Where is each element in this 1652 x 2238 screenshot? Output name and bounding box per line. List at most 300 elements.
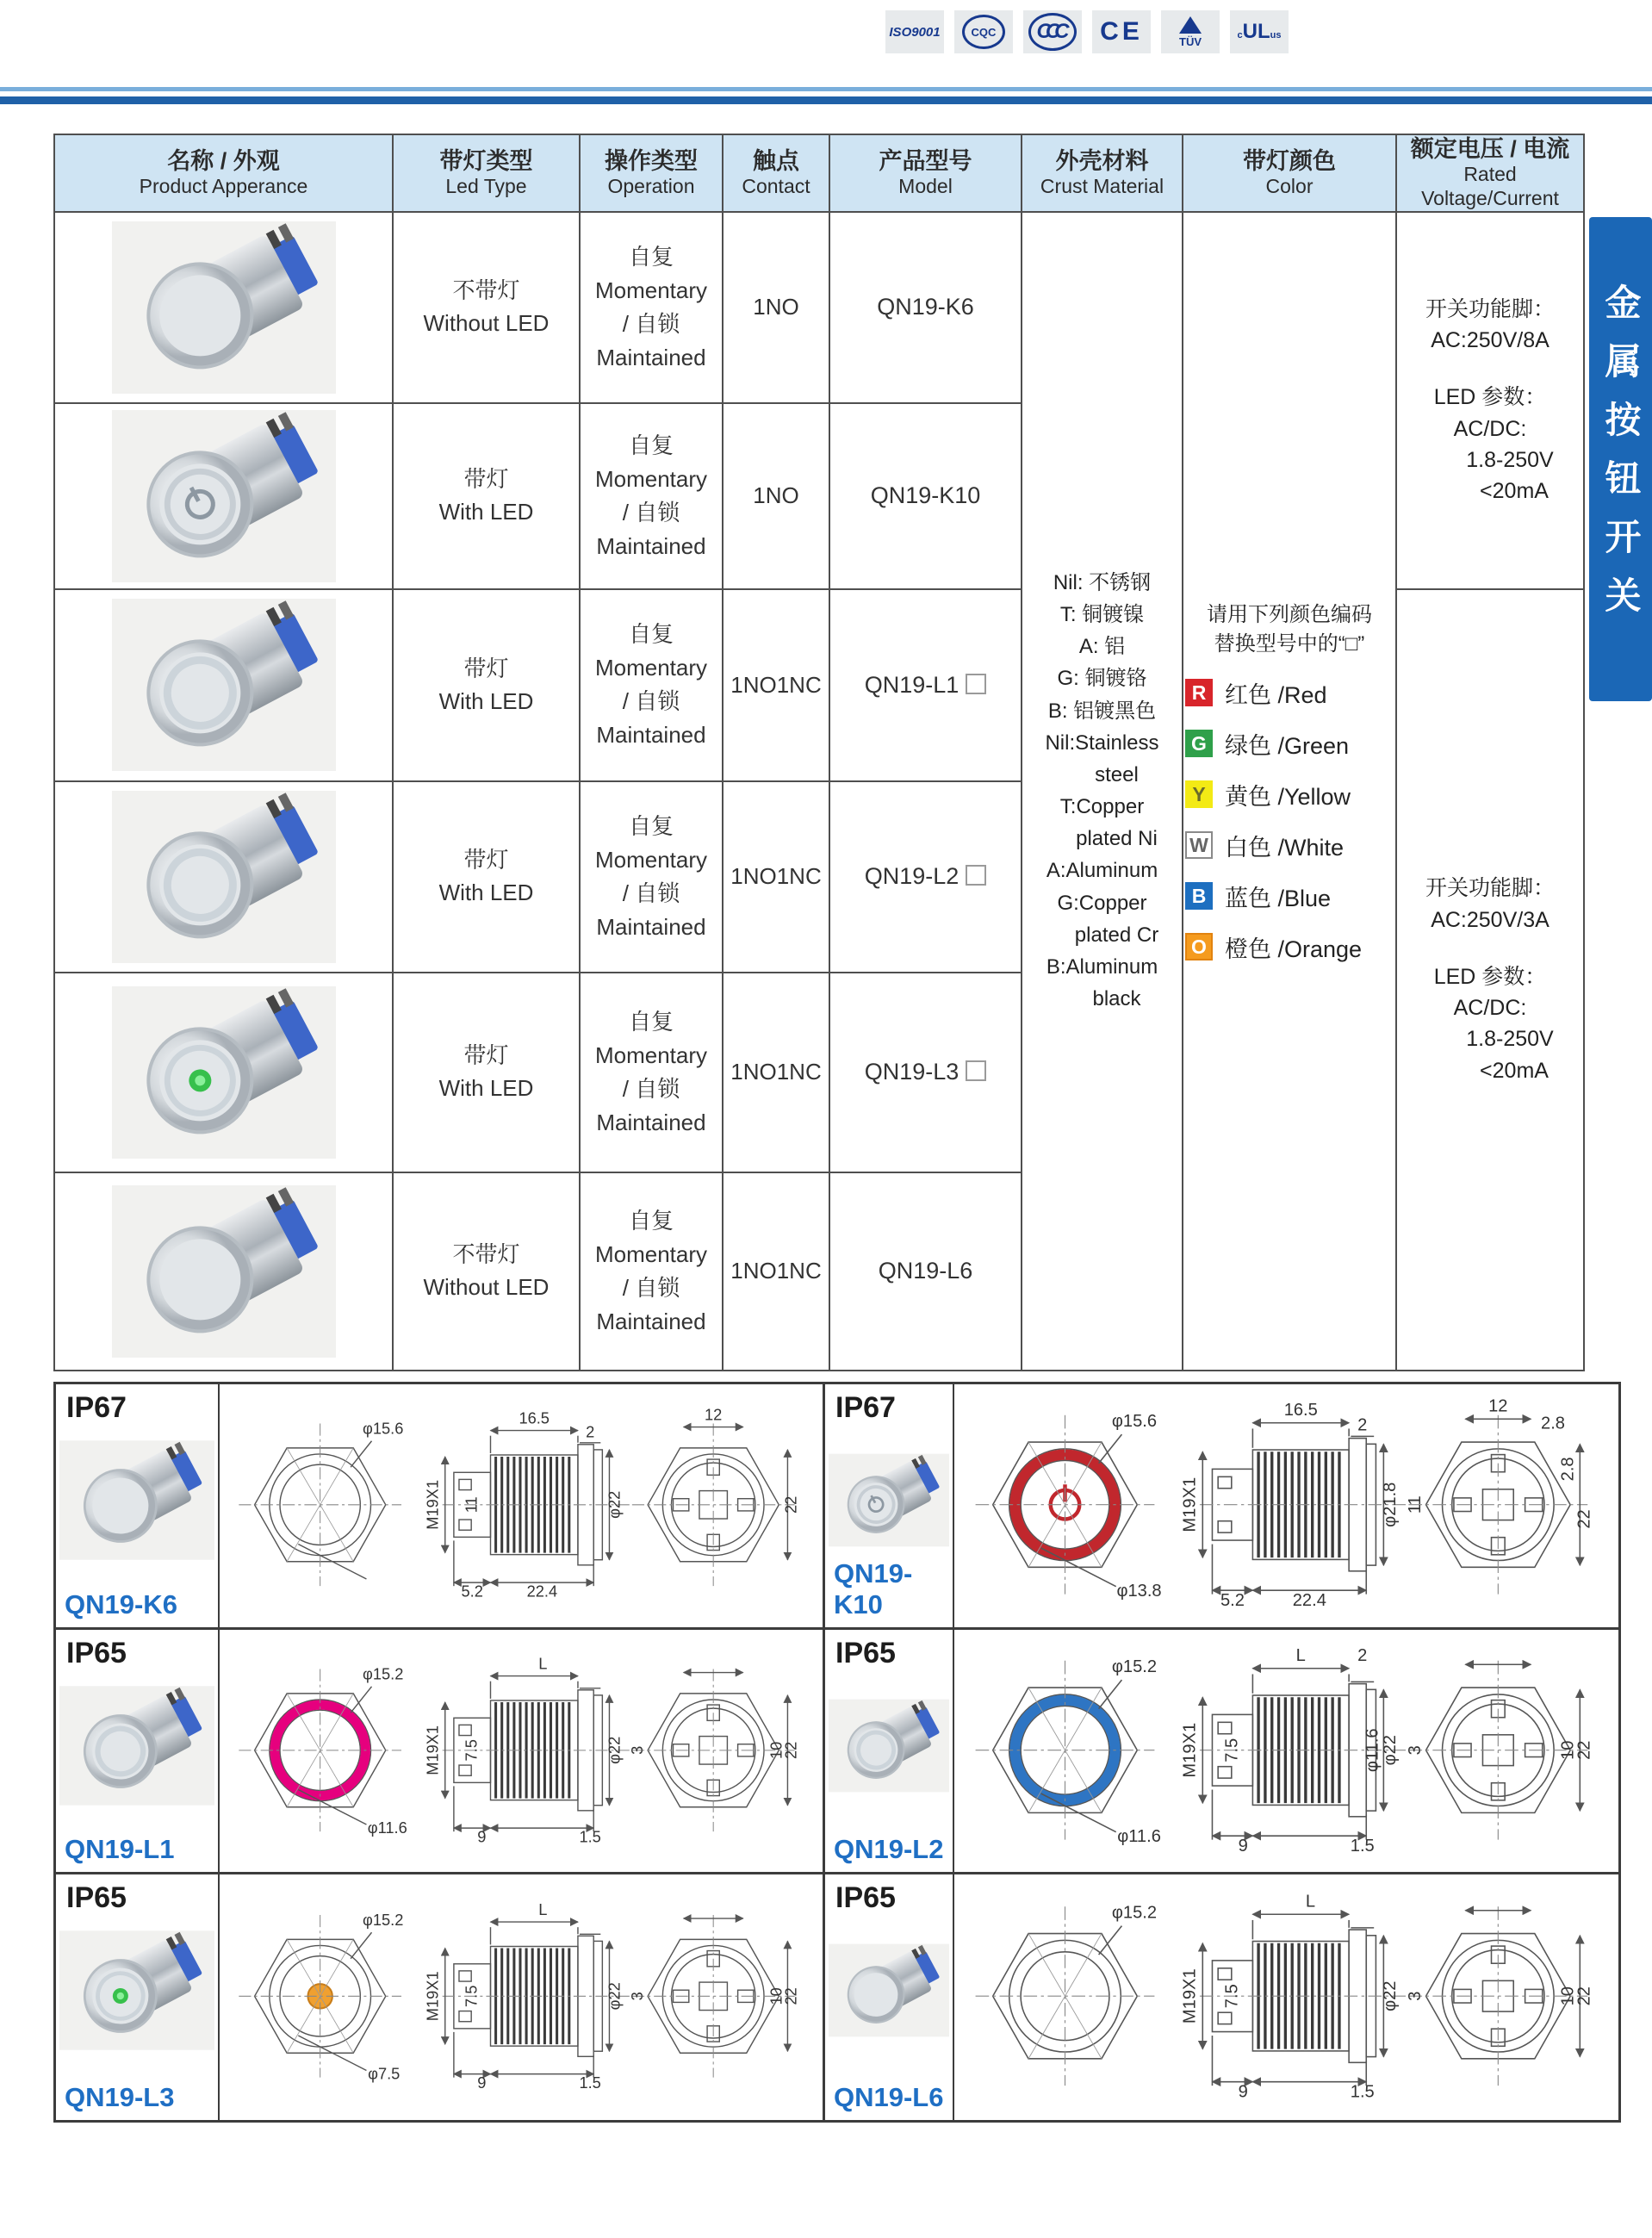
color-swatch-B: B	[1185, 882, 1213, 910]
panel-product-photo	[59, 1429, 214, 1576]
dimension-label: φ22	[605, 1736, 624, 1764]
color-legend-label: 橙色 /Orange	[1225, 936, 1363, 962]
model-cell	[829, 589, 1022, 781]
operation-cell	[580, 1172, 723, 1371]
ip-rating-label: IP65	[66, 1636, 127, 1669]
crust-material-line: A:Aluminum	[1046, 859, 1158, 883]
color-legend	[1183, 676, 1395, 964]
operation-line: / 自锁	[622, 310, 680, 337]
model-number: QN19-K10	[870, 482, 981, 509]
product-photo	[55, 791, 392, 963]
cert-cqc-icon	[954, 10, 1013, 53]
crust-material-line: G:Copper	[1057, 891, 1147, 915]
led-type-en: Without LED	[423, 310, 550, 337]
dimension-label: φ15.2	[363, 1911, 404, 1930]
rated-line: AC/DC:	[1453, 996, 1527, 1021]
dimension-label: φ22	[605, 1982, 624, 2011]
column-header-6	[1183, 134, 1396, 212]
dimension-label: 3	[1405, 1991, 1425, 2002]
contact-cell: 1NO1NC	[723, 589, 829, 781]
category-tab-metal-pushbutton-switch	[1589, 217, 1652, 701]
dimension-label: φ22	[1380, 1980, 1400, 2012]
drawing-panel-info	[56, 1630, 220, 1873]
table-row	[54, 212, 1584, 403]
dimension-label: 3	[628, 1992, 647, 2001]
crust-material-line: steel	[1095, 762, 1139, 786]
dimension-label: L	[1305, 1892, 1316, 1912]
certification-strip	[885, 10, 1289, 53]
operation-line: 自复	[628, 1008, 674, 1035]
ip-rating-label: IP67	[835, 1391, 896, 1424]
color-swatch-O: O	[1185, 933, 1213, 960]
color-swatch-R: R	[1185, 679, 1213, 706]
color-swatch-Y: Y	[1185, 780, 1213, 808]
led-type-en: Without LED	[423, 1274, 550, 1301]
product-photo	[55, 410, 392, 582]
operation-line: Momentary	[594, 1041, 708, 1068]
crust-material-line: T:Copper	[1059, 795, 1145, 819]
rated-line: 开关功能脚：	[1425, 876, 1555, 901]
color-swatch-G: G	[1185, 730, 1213, 757]
dimension-label: 12	[705, 1405, 723, 1424]
panel-model-label: QN19-L6	[834, 2081, 944, 2112]
operation-cell	[580, 781, 723, 973]
color-legend-label: 蓝色 /Blue	[1225, 885, 1332, 911]
led-type-cell	[393, 403, 580, 589]
color-legend-item	[1185, 930, 1395, 964]
operation-line: Maintained	[596, 1109, 706, 1135]
column-header-en: Model	[898, 175, 953, 198]
operation-line: 自复	[628, 621, 674, 648]
product-photo-cell	[54, 212, 393, 403]
model-number: QN19-K6	[877, 294, 974, 320]
operation-line: Momentary	[594, 465, 708, 492]
operation-line: Momentary	[594, 655, 708, 681]
color-legend-item	[1185, 778, 1395, 811]
operation-cell	[580, 973, 723, 1172]
panel-model-label: QN19-K10	[834, 1557, 913, 1619]
operation-line: / 自锁	[622, 1075, 680, 1102]
drawing-panel-qn19-k10	[825, 1384, 1618, 1630]
color-note-line-1: 请用下列颜色编码	[1207, 603, 1372, 627]
technical-drawing-area	[220, 1630, 823, 1873]
crust-material-line: A: 铝	[1078, 635, 1126, 659]
led-type-cell	[393, 1172, 580, 1371]
dimension-label: 22	[781, 1987, 800, 2005]
separator-line-dark	[0, 96, 1652, 104]
panel-product-photo	[829, 1429, 949, 1576]
column-header-en: Led Type	[445, 175, 527, 198]
column-header-0	[54, 134, 393, 212]
drawing-panel-qn19-l6	[825, 1874, 1618, 2120]
dimension-label: φ13.8	[1116, 1581, 1162, 1601]
category-tab-label: 金属按钮开关	[1600, 283, 1642, 635]
spec-table	[53, 134, 1585, 1371]
dimension-label: 22	[1574, 1986, 1594, 2006]
column-header-en: Contact	[742, 175, 810, 198]
dimension-label: 22.4	[1292, 1591, 1326, 1611]
drawing-panel-qn19-l1	[56, 1630, 825, 1875]
product-photo-cell	[54, 589, 393, 781]
model-cell	[829, 973, 1022, 1172]
cert-label: CCC	[1028, 13, 1077, 51]
color-legend-label: 白色 /White	[1225, 834, 1345, 861]
product-photo	[55, 221, 392, 394]
led-type-cell	[393, 212, 580, 403]
column-header-1	[393, 134, 580, 212]
product-photo-plain	[103, 221, 345, 394]
rated-line: <20mA	[1480, 479, 1549, 504]
model-color-placeholder-box	[966, 865, 986, 886]
operation-cell	[580, 589, 723, 781]
dimension-label: 11	[462, 1496, 481, 1514]
operation-line: Maintained	[596, 1308, 706, 1334]
dimension-label: 7.5	[1222, 1984, 1242, 2009]
technical-drawing-area	[954, 1874, 1618, 2120]
model-cell	[829, 781, 1022, 973]
column-header-en: Color	[1265, 175, 1314, 198]
panel-model-label: QN19-L1	[65, 1834, 175, 1865]
dimension-label: 22	[781, 1495, 800, 1514]
operation-line: / 自锁	[622, 880, 680, 906]
dimension-label: 9	[1238, 2082, 1248, 2102]
dimension-label: 11	[1405, 1495, 1425, 1514]
rated-voltage-cell-bottom	[1396, 589, 1584, 1371]
model-number: QN19-L3	[864, 1059, 960, 1085]
dimension-label: 22.4	[526, 1582, 558, 1601]
drawing-panel-info	[825, 1874, 954, 2120]
crust-material-line: B: 铝镀黑色	[1047, 699, 1157, 723]
drawing-panel-info	[56, 1384, 220, 1627]
ip-rating-label: IP65	[835, 1881, 896, 1915]
color-legend-item	[1185, 727, 1395, 761]
led-type-zh: 不带灯	[452, 277, 520, 304]
rated-line: LED 参数：	[1433, 964, 1547, 989]
drawing-panel-qn19-l3	[56, 1874, 825, 2120]
operation-line: 自复	[628, 432, 674, 458]
product-photo-ring	[829, 1675, 949, 1817]
led-type-zh: 带灯	[463, 847, 509, 873]
cert-label	[1238, 20, 1282, 44]
drawing-panel-qn19-l2	[825, 1630, 1618, 1875]
technical-drawing-qn19-k6	[220, 1384, 823, 1627]
dimension-label: 9	[1238, 1836, 1248, 1856]
model-number: QN19-L2	[864, 863, 960, 890]
crust-material-line: plated Cr	[1074, 923, 1159, 947]
dimension-label: 7.5	[462, 1738, 481, 1762]
model-cell	[829, 403, 1022, 589]
dimension-label: φ11.6	[367, 1818, 407, 1837]
product-photo-cell	[54, 1172, 393, 1371]
cert-c-mark: c	[1237, 30, 1243, 40]
dimension-label: 9	[477, 2073, 487, 2092]
dimension-label: 10	[767, 1987, 786, 2005]
led-type-en: With LED	[438, 880, 534, 906]
rated-line: 1.8-250V	[1466, 447, 1554, 472]
color-legend-label: 红色 /Red	[1225, 681, 1327, 708]
ip-rating-label: IP65	[835, 1636, 896, 1669]
operation-line: Maintained	[596, 532, 706, 559]
product-photo-cell	[54, 403, 393, 589]
contact-cell: 1NO	[723, 403, 829, 589]
rated-line: AC:250V/8A	[1431, 328, 1550, 353]
spec-table-header-row	[54, 134, 1584, 212]
dimension-label: 22	[781, 1741, 800, 1759]
contact-cell: 1NO1NC	[723, 781, 829, 973]
contact-cell: 1NO1NC	[723, 1172, 829, 1371]
column-header-zh: 带灯类型	[439, 147, 533, 174]
cert-triangle	[1179, 16, 1202, 34]
dimension-label: φ15.2	[1111, 1657, 1158, 1676]
dimension-label: 1.5	[579, 1826, 601, 1845]
model-cell	[829, 1172, 1022, 1371]
column-header-3	[723, 134, 829, 212]
operation-cell	[580, 212, 723, 403]
product-photo-ring	[103, 599, 345, 771]
dimension-label: M19X1	[423, 1479, 442, 1530]
model-color-placeholder-box	[966, 674, 986, 694]
operation-line: Momentary	[594, 846, 708, 873]
color-legend-item	[1185, 676, 1395, 710]
led-type-en: With LED	[438, 1075, 534, 1102]
dimension-label: L	[538, 1654, 548, 1673]
column-header-zh: 操作类型	[605, 147, 698, 174]
operation-line: / 自锁	[622, 688, 680, 715]
cert-ccc-icon	[1023, 10, 1082, 53]
rated-line: 1.8-250V	[1466, 1027, 1554, 1052]
rated-line: <20mA	[1480, 1058, 1549, 1083]
product-photo-ring	[103, 791, 345, 963]
dimension-label: 10	[1558, 1986, 1578, 2006]
ip-rating-label: IP65	[66, 1881, 127, 1915]
column-header-zh: 额定电压 / 电流	[1410, 136, 1570, 162]
dimension-label: 1.5	[579, 2073, 601, 2092]
crust-material-line: Nil:Stainless	[1045, 730, 1159, 755]
dimension-label: φ11.6	[1117, 1826, 1161, 1846]
crust-material-line: Nil: 不锈钢	[1053, 570, 1152, 594]
dimension-label: 3	[628, 1745, 647, 1755]
operation-line: Momentary	[594, 1240, 708, 1267]
model-number: QN19-L1	[864, 671, 960, 698]
operation-line: 自复	[628, 243, 674, 270]
product-photo-plain	[59, 1429, 214, 1571]
column-header-zh: 名称 / 外观	[167, 147, 280, 174]
dimension-label: 16.5	[519, 1408, 550, 1427]
dimension-label: 5.2	[1220, 1591, 1245, 1611]
dimension-label: φ15.6	[1111, 1412, 1158, 1432]
product-photo-green	[59, 1919, 214, 2061]
cert-label: CQC	[962, 15, 1005, 49]
panel-product-photo	[59, 1675, 214, 1821]
dimension-label: M19X1	[1180, 1722, 1200, 1778]
rated-gap	[1397, 936, 1583, 961]
dimension-label: φ11.6	[1363, 1728, 1382, 1772]
led-type-cell	[393, 973, 580, 1172]
drawing-panel-info	[825, 1630, 954, 1873]
separator-line-light	[0, 87, 1652, 91]
dimension-label: 9	[477, 1826, 487, 1845]
model-cell	[829, 212, 1022, 403]
technical-drawing-qn19-l2	[954, 1630, 1618, 1873]
panel-model-label: QN19-K6	[65, 1588, 177, 1619]
dimension-label: φ22	[1380, 1734, 1400, 1766]
rated-line: AC/DC:	[1453, 416, 1527, 441]
crust-material-cell	[1022, 212, 1183, 1371]
dimension-label: 2	[1357, 1415, 1368, 1435]
dimension-label: 2.8	[1541, 1414, 1566, 1433]
dimension-label: 1.5	[1350, 1836, 1375, 1856]
dimension-label: 3	[1405, 1744, 1425, 1755]
technical-drawing-area	[220, 1384, 823, 1627]
drawing-panel-info	[56, 1874, 220, 2120]
panel-product-photo	[59, 1919, 214, 2066]
cert-tuv-icon	[1161, 10, 1220, 53]
product-photo-plain	[103, 1185, 345, 1358]
dimension-label: 12	[1488, 1396, 1508, 1416]
column-header-en: Crust Material	[1040, 175, 1164, 198]
technical-drawing-area	[220, 1874, 823, 2120]
column-header-en: Product Apperance	[139, 175, 308, 198]
product-photo-cell	[54, 973, 393, 1172]
operation-line: 自复	[628, 812, 674, 839]
led-type-cell	[393, 589, 580, 781]
dimension-label: 2	[1357, 1645, 1368, 1665]
rated-gap	[1397, 356, 1583, 382]
led-type-zh: 带灯	[463, 466, 509, 493]
column-header-2	[580, 134, 723, 212]
column-header-zh: 产品型号	[879, 147, 972, 174]
column-header-en: Rated Voltage/Current	[1421, 163, 1559, 209]
rated-voltage-cell-top	[1396, 212, 1584, 589]
cert-label: CE	[1100, 17, 1143, 46]
dimension-label: φ15.2	[363, 1664, 404, 1683]
cert-ce-icon	[1092, 10, 1151, 53]
color-legend-item	[1185, 829, 1395, 862]
led-type-en: With LED	[438, 499, 534, 525]
led-type-en: With LED	[438, 687, 534, 714]
led-type-zh: 不带灯	[452, 1241, 520, 1268]
dimension-label: 10	[1558, 1740, 1578, 1760]
technical-drawing-qn19-l6	[954, 1874, 1618, 2120]
product-photo-green	[103, 986, 345, 1159]
crust-material-line: black	[1092, 987, 1141, 1011]
product-photo-power	[103, 410, 345, 582]
contact-cell: 1NO1NC	[723, 973, 829, 1172]
dimension-label: φ7.5	[368, 2065, 401, 2084]
dimension-label: 16.5	[1283, 1400, 1318, 1420]
dimension-drawing-grid	[53, 1382, 1621, 2123]
panel-model-label: QN19-L3	[65, 2081, 175, 2112]
dimension-label: φ22	[605, 1490, 624, 1519]
product-photo	[55, 986, 392, 1159]
dimension-label: M19X1	[1180, 1968, 1200, 2024]
dimension-label: M19X1	[423, 1725, 442, 1775]
crust-material-line: B:Aluminum	[1046, 955, 1158, 979]
technical-drawing-qn19-l3	[220, 1874, 823, 2120]
dimension-label: 5.2	[461, 1582, 483, 1601]
column-header-zh: 外壳材料	[1055, 147, 1149, 174]
product-photo-cell	[54, 781, 393, 973]
crust-material-line: T: 铜镀镍	[1059, 602, 1145, 626]
dimension-label: 7.5	[462, 1985, 481, 2008]
drawing-panel-info	[825, 1384, 954, 1627]
panel-product-photo	[829, 1919, 949, 2066]
rated-line: 开关功能脚：	[1425, 296, 1555, 321]
cert-ul-mark: UL	[1242, 20, 1270, 43]
product-photo	[55, 1185, 392, 1358]
panel-product-photo	[829, 1675, 949, 1821]
color-legend-item	[1185, 880, 1395, 913]
product-photo-ring	[59, 1675, 214, 1817]
dimension-label: 7.5	[1222, 1738, 1242, 1762]
operation-line: Maintained	[596, 722, 706, 749]
led-type-cell	[393, 781, 580, 973]
contact-cell: 1NO	[723, 212, 829, 403]
column-header-en: Operation	[607, 175, 695, 198]
ip-rating-label: IP67	[66, 1391, 127, 1424]
dimension-label: L	[538, 1900, 548, 1919]
dimension-label: 2.8	[1558, 1457, 1578, 1482]
technical-drawing-qn19-k10	[954, 1384, 1618, 1627]
led-type-zh: 带灯	[463, 655, 509, 681]
dimension-label: φ15.2	[1111, 1904, 1158, 1924]
dimension-label: 22	[1574, 1509, 1594, 1529]
product-photo-plain	[829, 1919, 949, 2061]
cert-cul-icon	[1230, 10, 1289, 53]
operation-line: Momentary	[594, 277, 708, 303]
color-legend-cell	[1183, 212, 1396, 1371]
dimension-label: 1.5	[1350, 2082, 1375, 2102]
operation-line: Maintained	[596, 344, 706, 370]
model-color-placeholder-box	[966, 1060, 986, 1081]
operation-cell	[580, 403, 723, 589]
column-header-zh: 带灯颜色	[1243, 147, 1336, 174]
dimension-label: φ21.8	[1380, 1482, 1400, 1527]
operation-line: 自复	[628, 1207, 674, 1234]
product-photo-power	[829, 1429, 949, 1571]
operation-line: Maintained	[596, 913, 706, 940]
dimension-label: M19X1	[423, 1971, 442, 2022]
crust-material-line: plated Ni	[1076, 827, 1158, 851]
model-number: QN19-L6	[878, 1258, 973, 1284]
column-header-5	[1022, 134, 1183, 212]
technical-drawing-qn19-l1	[220, 1630, 823, 1873]
rated-line: LED 参数：	[1433, 385, 1547, 410]
dimension-label: 10	[767, 1741, 786, 1759]
led-type-zh: 带灯	[463, 1042, 509, 1069]
cert-iso9001-icon	[885, 10, 944, 53]
column-header-7	[1396, 134, 1584, 212]
panel-model-label: QN19-L2	[834, 1834, 944, 1865]
column-header-4	[829, 134, 1022, 212]
operation-line: / 自锁	[622, 1274, 680, 1301]
dimension-label: 22	[1574, 1740, 1594, 1760]
operation-line: / 自锁	[622, 499, 680, 525]
cert-label: ISO9001	[889, 24, 941, 40]
technical-drawing-area	[954, 1384, 1618, 1627]
drawing-panel-qn19-k6	[56, 1384, 825, 1630]
rated-line: AC:250V/3A	[1431, 907, 1550, 932]
cert-us-mark: us	[1270, 30, 1282, 40]
color-legend-label: 绿色 /Green	[1225, 732, 1350, 759]
column-header-zh: 触点	[753, 147, 799, 174]
cert-label: TÜV	[1179, 34, 1202, 48]
color-legend-label: 黄色 /Yellow	[1225, 783, 1351, 810]
technical-drawing-area	[954, 1630, 1618, 1873]
product-photo	[55, 599, 392, 771]
color-swatch-W: W	[1185, 831, 1213, 859]
dimension-label: 2	[586, 1422, 595, 1441]
